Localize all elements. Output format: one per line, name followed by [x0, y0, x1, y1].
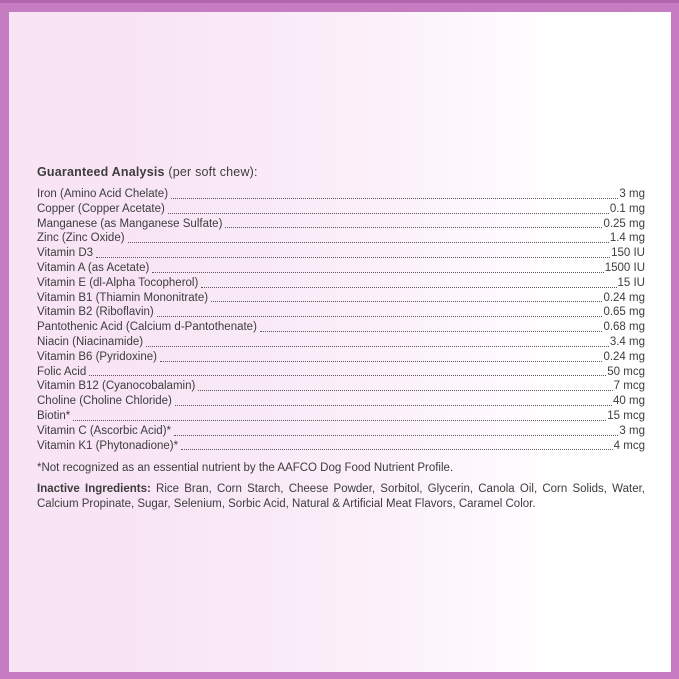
nutrient-value: 40 mg: [613, 395, 645, 408]
dotted-leader: [172, 394, 613, 409]
analysis-row: [37, 394, 645, 409]
nutrient-value: 3 mg: [619, 188, 645, 200]
inactive-ingredients-label: Inactive Ingredients:: [37, 483, 151, 496]
dotted-leader: [165, 202, 610, 217]
analysis-row: [37, 276, 645, 291]
analysis-row: [37, 202, 645, 217]
nutrient-name: Zinc (Zinc Oxide): [37, 232, 125, 245]
analysis-row: [37, 246, 645, 261]
dotted-leader: [154, 305, 604, 320]
nutrient-name: Manganese (as Manganese Sulfate): [37, 217, 223, 230]
nutrient-value: 3 mg: [619, 424, 645, 437]
nutrient-name: Vitamin B1 (Thiamin Mononitrate): [37, 291, 209, 304]
nutrient-value: 0.24 mg: [603, 291, 645, 304]
dotted-leader: [198, 276, 617, 291]
analysis-row: [37, 365, 645, 380]
nutrient-value: 0.68 mg: [603, 321, 645, 334]
nutrient-value: 1500 IU: [604, 261, 645, 274]
nutrient-value: 1.4 mg: [609, 232, 645, 245]
nutrient-name: Vitamin C (Ascorbic Acid)*: [37, 424, 171, 437]
dotted-leader: [125, 231, 610, 246]
analysis-row: [37, 231, 645, 246]
analysis-row: [37, 335, 645, 350]
dotted-leader: [208, 291, 603, 306]
nutrient-value: 15 IU: [617, 276, 645, 289]
nutrient-name: Vitamin D3: [37, 247, 94, 260]
analysis-row: [37, 305, 645, 320]
nutrient-name: Niacin (Niacinamide): [37, 335, 144, 348]
frame-top-accent-line: [0, 0, 679, 3]
analysis-rows: [37, 187, 645, 453]
nutrient-name: Vitamin B6 (Pyridoxine): [37, 350, 157, 363]
guaranteed-analysis-title: Guaranteed Analysis: [37, 165, 165, 179]
nutrient-name: Vitamin E (dl-Alpha Tocopherol): [37, 276, 199, 289]
aafco-footnote: *Not recognized as an essential nutrient by the AAFCO Dog Food Nutrient Profile.: [37, 462, 454, 475]
analysis-row: [37, 439, 645, 454]
nutrient-value: 3.4 mg: [609, 335, 645, 348]
label-content: [9, 12, 671, 512]
analysis-row: [37, 291, 645, 306]
nutrient-value: 150 IU: [611, 247, 645, 260]
nutrient-name: Choline (Choline Chloride): [37, 395, 172, 408]
nutrient-value: 0.25 mg: [603, 217, 645, 230]
nutrient-value: 50 mcg: [607, 365, 645, 378]
dotted-leader: [157, 350, 603, 365]
dotted-leader: [257, 320, 604, 335]
analysis-row: [37, 261, 645, 276]
nutrient-value: 7 mcg: [613, 380, 645, 393]
inactive-ingredients: [37, 482, 645, 511]
analysis-row: [37, 424, 645, 439]
analysis-row: [37, 379, 645, 394]
dotted-leader: [93, 246, 611, 261]
dotted-leader: [149, 261, 604, 276]
nutrient-value: 4 mcg: [613, 439, 645, 452]
dotted-leader: [178, 439, 614, 454]
nutrient-name: Vitamin A (as Acetate): [37, 261, 150, 274]
nutrient-name: Biotin*: [37, 409, 71, 422]
dotted-leader: [143, 335, 610, 350]
guaranteed-analysis-subtitle: (per soft chew):: [164, 165, 258, 179]
analysis-row: [37, 217, 645, 232]
nutrient-value: 0.24 mg: [603, 350, 645, 363]
analysis-row: [37, 409, 645, 424]
guaranteed-analysis-header: [37, 165, 645, 180]
nutrient-name: Vitamin K1 (Phytonadione)*: [37, 439, 179, 452]
inactive-ingredients-text: Rice Bran, Corn Starch, Cheese Powder, Sorbitol, Glycerin, Canola Oil, Corn Solids, Water, Calcium Propinate, Sugar, Selenium, Sorbic Acid, Natural & Artificial Meat Flavors, Caramel Color.: [37, 483, 645, 510]
dotted-leader: [222, 217, 603, 232]
analysis-row: [37, 187, 645, 202]
dotted-leader: [168, 187, 619, 202]
nutrient-value: 0.65 mg: [603, 306, 645, 319]
nutrient-name: Pantothenic Acid (Calcium d-Pantothenate): [37, 321, 257, 334]
nutrient-value: 0.1 mg: [609, 202, 645, 215]
nutrient-name: Vitamin B2 (Riboflavin): [37, 306, 154, 319]
analysis-row: [37, 320, 645, 335]
nutrient-name: Folic Acid: [37, 365, 87, 378]
dotted-leader: [70, 409, 607, 424]
nutrient-name: Vitamin B12 (Cyanocobalamin): [37, 380, 196, 393]
nutrient-name: Iron (Amino Acid Chelate): [37, 188, 169, 200]
dotted-leader: [195, 379, 613, 394]
nutrient-value: 15 mcg: [607, 409, 645, 422]
dotted-leader: [171, 424, 619, 439]
nutrient-name: Copper (Copper Acetate): [37, 202, 165, 215]
dotted-leader: [86, 365, 607, 380]
analysis-row: [37, 350, 645, 365]
label-panel: [9, 12, 671, 672]
